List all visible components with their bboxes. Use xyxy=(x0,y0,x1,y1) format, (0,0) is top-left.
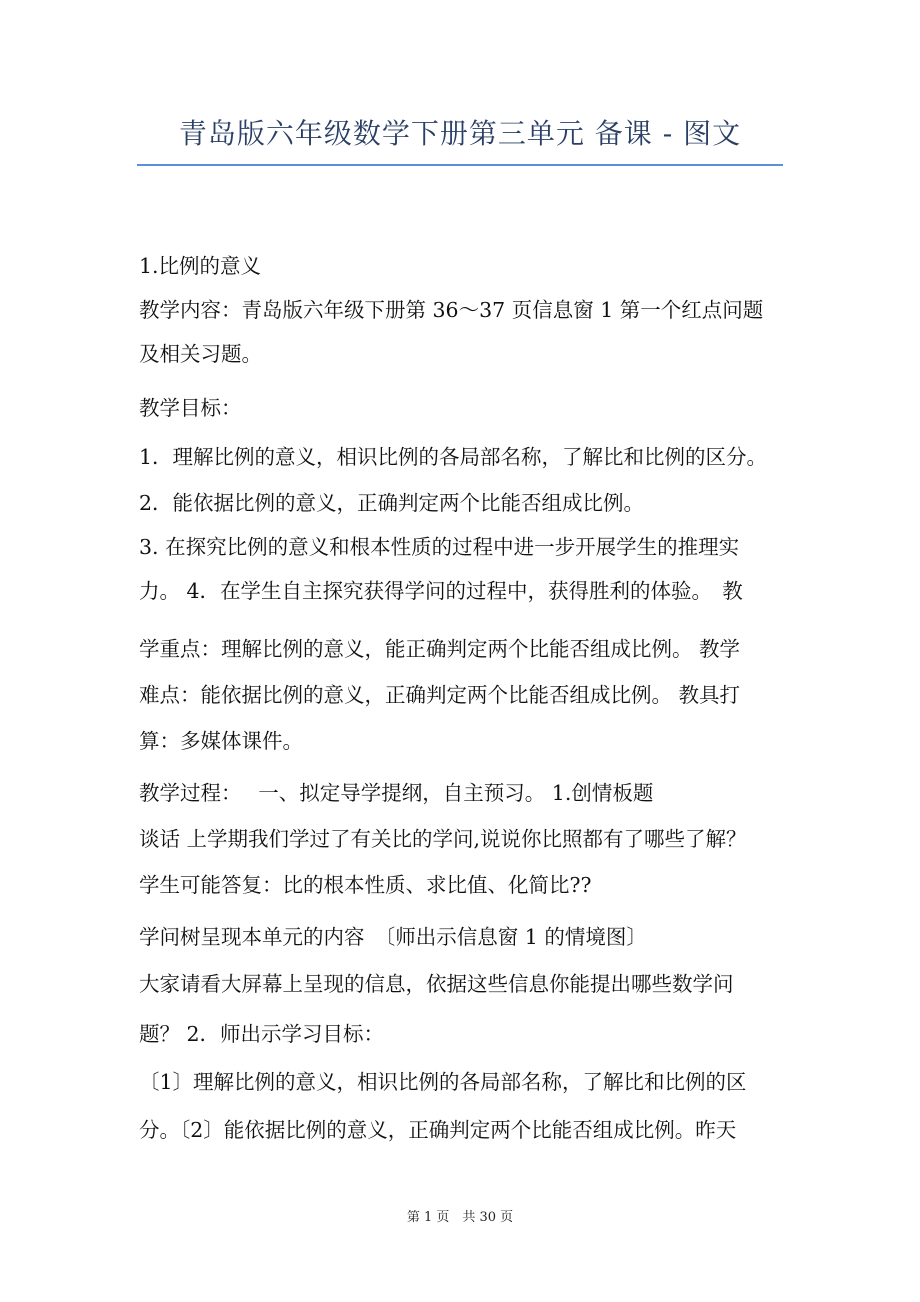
text-line: 教学目标： xyxy=(139,396,242,420)
text-line: 算：多媒体课件。 xyxy=(139,729,303,753)
text-line: 学问树呈现本单元的内容 〔师出示信息窗 1 的情境图〕 xyxy=(139,925,647,949)
text-line: 谈话 上学期我们学过了有关比的学问,说说你比照都有了哪些了解？ xyxy=(139,827,747,851)
text-line: 教学内容：青岛版六年级下册第 36～37 页信息窗 1 第一个红点问题 xyxy=(139,298,764,322)
text-line: 题？ 2．师出示学习目标： xyxy=(139,1022,385,1046)
text-line: 学重点：理解比例的意义，能正确判定两个比能否组成比例。 教学 xyxy=(139,637,741,661)
document-title: 青岛版六年级数学下册第三单元 备课 - 图文 xyxy=(178,117,742,150)
title-divider xyxy=(137,164,783,166)
text-line: 分。〔2〕能依据比例的意义，正确判定两个比能否组成比例。昨天 xyxy=(139,1118,737,1142)
page-footer: 第 1 页 共 30 页 xyxy=(406,1210,514,1225)
text-line: 教学过程： 一、拟定导学提纲，自主预习。 1.创情板题 xyxy=(139,781,654,805)
text-line: 难点：能依据比例的意义，正确判定两个比能否组成比例。 教具打 xyxy=(139,683,741,707)
text-line: 2．能依据比例的意义，正确判定两个比能否组成比例。 xyxy=(139,491,645,515)
text-line: 及相关习题。 xyxy=(139,342,262,366)
text-line: 3. 在探究比例的意义和根本性质的过程中进一步开展学生的推理实 xyxy=(139,535,740,559)
text-line: 力。 4．在学生自主探究获得学问的过程中，获得胜利的体验。 教 xyxy=(139,579,743,603)
text-line: 学生可能答复：比的根本性质、求比值、化简比?? xyxy=(139,873,592,897)
text-line: 〔1〕理解比例的意义，相识比例的各局部名称，了解比和比例的区 xyxy=(139,1070,747,1094)
text-line: 1．理解比例的意义，相识比例的各局部名称，了解比和比例的区分。 xyxy=(139,445,768,469)
text-line: 大家请看大屏幕上呈现的信息，依据这些信息你能提出哪些数学问 xyxy=(139,972,734,996)
text-line: 1.比例的意义 xyxy=(139,254,262,278)
